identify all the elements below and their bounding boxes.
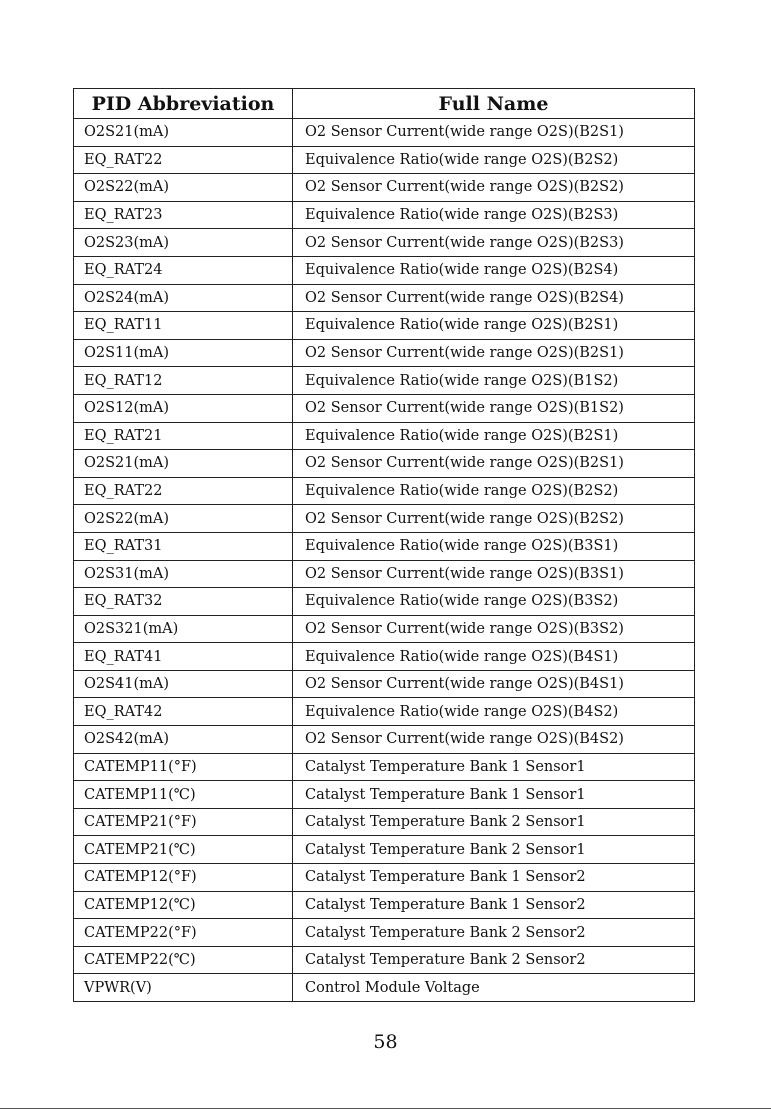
full-name-cell: O2 Sensor Current(wide range O2S)(B2S3) xyxy=(293,229,695,257)
table-row xyxy=(74,477,695,505)
full-name-cell: O2 Sensor Current(wide range O2S)(B2S2) xyxy=(293,174,695,202)
pid-abbreviation-cell: CATEMP11(℃) xyxy=(74,781,293,809)
pid-abbreviation-cell: EQ_RAT11 xyxy=(74,312,293,340)
table-row xyxy=(74,643,695,671)
pid-abbreviation-cell: O2S42(mA) xyxy=(74,726,293,754)
pid-abbreviation-cell: EQ_RAT22 xyxy=(74,477,293,505)
pid-table xyxy=(73,88,695,1002)
pid-abbreviation-cell: CATEMP21(℃) xyxy=(74,836,293,864)
pid-abbreviation-cell: EQ_RAT21 xyxy=(74,422,293,450)
table-row xyxy=(74,201,695,229)
full-name-cell: O2 Sensor Current(wide range O2S)(B4S2) xyxy=(293,726,695,754)
full-name-cell: O2 Sensor Current(wide range O2S)(B4S1) xyxy=(293,670,695,698)
pid-abbreviation-cell: VPWR(V) xyxy=(74,974,293,1002)
pid-abbreviation-cell: EQ_RAT24 xyxy=(74,256,293,284)
table-header-row xyxy=(74,89,695,119)
column-header-full-name: Full Name xyxy=(293,89,695,119)
table-row xyxy=(74,256,695,284)
full-name-cell: Catalyst Temperature Bank 2 Sensor2 xyxy=(293,946,695,974)
page-number: 58 xyxy=(373,1031,398,1053)
full-name-cell: Equivalence Ratio(wide range O2S)(B4S1) xyxy=(293,643,695,671)
table-row xyxy=(74,532,695,560)
table-row xyxy=(74,229,695,257)
full-name-cell: O2 Sensor Current(wide range O2S)(B2S1) xyxy=(293,339,695,367)
pid-abbreviation-cell: EQ_RAT12 xyxy=(74,367,293,395)
pid-abbreviation-cell: CATEMP12(℃) xyxy=(74,891,293,919)
full-name-cell: Catalyst Temperature Bank 2 Sensor1 xyxy=(293,808,695,836)
pid-abbreviation-cell: O2S23(mA) xyxy=(74,229,293,257)
table-row xyxy=(74,919,695,947)
full-name-cell: Equivalence Ratio(wide range O2S)(B1S2) xyxy=(293,367,695,395)
table-row xyxy=(74,588,695,616)
table-row xyxy=(74,394,695,422)
full-name-cell: O2 Sensor Current(wide range O2S)(B2S1) xyxy=(293,119,695,147)
pid-abbreviation-cell: CATEMP11(°F) xyxy=(74,753,293,781)
table-row xyxy=(74,726,695,754)
pid-abbreviation-cell: O2S24(mA) xyxy=(74,284,293,312)
full-name-cell: Equivalence Ratio(wide range O2S)(B3S2) xyxy=(293,588,695,616)
table-row xyxy=(74,560,695,588)
pid-abbreviation-cell: CATEMP21(°F) xyxy=(74,808,293,836)
table-row xyxy=(74,946,695,974)
pid-abbreviation-cell: CATEMP22(℃) xyxy=(74,946,293,974)
pid-abbreviation-cell: O2S22(mA) xyxy=(74,174,293,202)
full-name-cell: Catalyst Temperature Bank 1 Sensor1 xyxy=(293,753,695,781)
full-name-cell: O2 Sensor Current(wide range O2S)(B2S4) xyxy=(293,284,695,312)
full-name-cell: O2 Sensor Current(wide range O2S)(B1S2) xyxy=(293,394,695,422)
full-name-cell: Equivalence Ratio(wide range O2S)(B2S1) xyxy=(293,312,695,340)
pid-abbreviation-cell: O2S31(mA) xyxy=(74,560,293,588)
full-name-cell: Catalyst Temperature Bank 1 Sensor2 xyxy=(293,891,695,919)
table-row xyxy=(74,615,695,643)
full-name-cell: Equivalence Ratio(wide range O2S)(B2S3) xyxy=(293,201,695,229)
table-row xyxy=(74,284,695,312)
full-name-cell: Catalyst Temperature Bank 2 Sensor2 xyxy=(293,919,695,947)
table-row xyxy=(74,174,695,202)
table-row xyxy=(74,670,695,698)
full-name-cell: Equivalence Ratio(wide range O2S)(B2S2) xyxy=(293,477,695,505)
pid-abbreviation-cell: O2S22(mA) xyxy=(74,505,293,533)
pid-abbreviation-cell: EQ_RAT41 xyxy=(74,643,293,671)
table-row xyxy=(74,367,695,395)
table-row xyxy=(74,119,695,147)
pid-abbreviation-cell: O2S21(mA) xyxy=(74,450,293,478)
column-header-pid-abbreviation: PID Abbreviation xyxy=(74,89,293,119)
table-row xyxy=(74,450,695,478)
full-name-cell: O2 Sensor Current(wide range O2S)(B3S1) xyxy=(293,560,695,588)
full-name-cell: Catalyst Temperature Bank 1 Sensor2 xyxy=(293,864,695,892)
pid-abbreviation-cell: CATEMP12(°F) xyxy=(74,864,293,892)
full-name-cell: Equivalence Ratio(wide range O2S)(B2S4) xyxy=(293,256,695,284)
pid-abbreviation-cell: EQ_RAT23 xyxy=(74,201,293,229)
table-row xyxy=(74,836,695,864)
pid-abbreviation-cell: EQ_RAT31 xyxy=(74,532,293,560)
full-name-cell: Equivalence Ratio(wide range O2S)(B2S1) xyxy=(293,422,695,450)
table-row xyxy=(74,146,695,174)
table-row xyxy=(74,698,695,726)
pid-abbreviation-cell: O2S41(mA) xyxy=(74,670,293,698)
pid-abbreviation-cell: CATEMP22(°F) xyxy=(74,919,293,947)
table-row xyxy=(74,312,695,340)
pid-abbreviation-cell: EQ_RAT22 xyxy=(74,146,293,174)
pid-abbreviation-cell: O2S11(mA) xyxy=(74,339,293,367)
full-name-cell: Catalyst Temperature Bank 1 Sensor1 xyxy=(293,781,695,809)
full-name-cell: O2 Sensor Current(wide range O2S)(B3S2) xyxy=(293,615,695,643)
table-row xyxy=(74,891,695,919)
bottom-rule xyxy=(0,1108,771,1109)
table-row xyxy=(74,864,695,892)
table-row xyxy=(74,808,695,836)
table-row xyxy=(74,339,695,367)
table-row xyxy=(74,505,695,533)
pid-abbreviation-cell: EQ_RAT42 xyxy=(74,698,293,726)
pid-abbreviation-cell: O2S321(mA) xyxy=(74,615,293,643)
pid-abbreviation-cell: O2S21(mA) xyxy=(74,119,293,147)
table-body xyxy=(74,119,695,1002)
pid-abbreviation-cell: EQ_RAT32 xyxy=(74,588,293,616)
table-row xyxy=(74,781,695,809)
full-name-cell: Equivalence Ratio(wide range O2S)(B3S1) xyxy=(293,532,695,560)
full-name-cell: O2 Sensor Current(wide range O2S)(B2S1) xyxy=(293,450,695,478)
full-name-cell: O2 Sensor Current(wide range O2S)(B2S2) xyxy=(293,505,695,533)
full-name-cell: Equivalence Ratio(wide range O2S)(B2S2) xyxy=(293,146,695,174)
table-row xyxy=(74,422,695,450)
table-row xyxy=(74,753,695,781)
full-name-cell: Catalyst Temperature Bank 2 Sensor1 xyxy=(293,836,695,864)
table-row xyxy=(74,974,695,1002)
pid-abbreviation-cell: O2S12(mA) xyxy=(74,394,293,422)
full-name-cell: Equivalence Ratio(wide range O2S)(B4S2) xyxy=(293,698,695,726)
full-name-cell: Control Module Voltage xyxy=(293,974,695,1002)
